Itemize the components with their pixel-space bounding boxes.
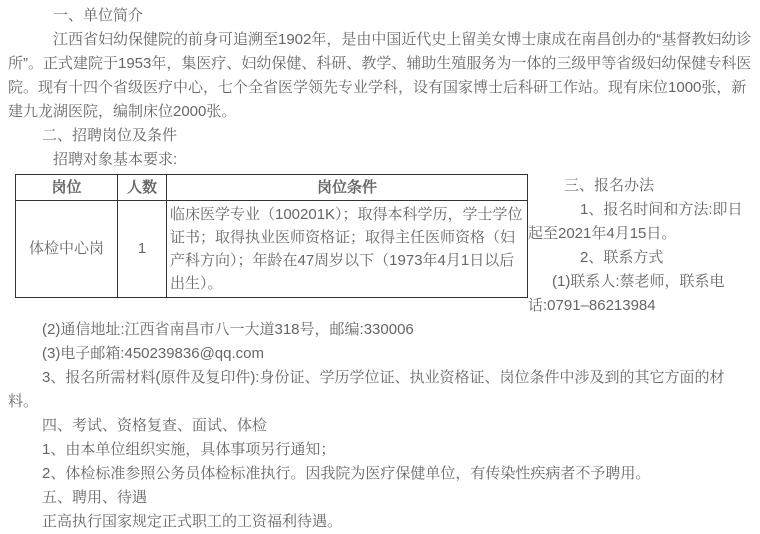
section-5-heading: 五、聘用、待遇 [42, 489, 148, 506]
contact-person-line-1: (1)联系人:蔡老师，联系电 [552, 273, 725, 290]
registration-time-line-1: 1、报名时间和方法:即日 [580, 201, 743, 218]
section-5-item-1: 正高执行国家规定正式职工的工资福利待遇。 [42, 513, 343, 530]
table-header-row [16, 175, 528, 201]
positions-table [15, 174, 528, 298]
contact-method-heading: 2、联系方式 [580, 249, 664, 266]
section-2-subheading: 招聘对象基本要求: [53, 151, 178, 168]
section-3-heading: 三、报名办法 [564, 177, 655, 194]
registration-time-line-2: 起至2021年4月15日。 [528, 225, 677, 242]
section-2-heading: 二、招聘岗位及条件 [42, 127, 178, 144]
table-row [16, 201, 528, 298]
positions-table-region [8, 174, 752, 318]
email-line: (3)电子邮箱:450239836@qq.com [42, 345, 264, 362]
column-header-post: 岗位 [16, 175, 118, 201]
registration-method-aside [528, 174, 760, 318]
cell-conditions: 临床医学专业（100201K）；取得本科学历，学士学位证书；取得执业医师资格证；取得主任医师资格（妇产科方向）；年龄在47周岁以下（1973年4月1日以后出生）。 [167, 201, 528, 298]
materials-line: 3、报名所需材料(原件及复印件):身份证、学历学位证、执业资格证、岗位条件中涉及到的其它方面的材料。 [8, 369, 725, 410]
section-1-paragraph: 江西省妇幼保健院的前身可追溯至1902年，是由中国近代史上留美女博士康成在南昌创办的“基督教妇幼诊所”。正式建院于1953年，集医疗、妇幼保健、科研、教学、辅助生殖服务为一体的三级甲等省级妇幼保健专科医院。现有十四个省级医疗中心，七个全省医学领先专业学科，设有国家博士后科研工作站。现有床位1000张，新建九龙湖医院，编制床位2000张。 [8, 31, 752, 120]
mailing-address-line: (2)通信地址:江西省南昌市八一大道318号，邮编:330006 [42, 321, 414, 338]
section-4-item-2: 2、体检标准参照公务员体检标准执行。因我院为医疗保健单位，有传染性疾病者不予聘用。 [42, 465, 651, 482]
cell-headcount: 1 [118, 201, 167, 298]
cell-post-name: 体检中心岗 [16, 201, 118, 298]
section-1-heading: 一、单位简介 [53, 7, 144, 24]
contact-phone-line-2: 话:0791–86213984 [528, 297, 656, 314]
column-header-conditions: 岗位条件 [167, 175, 528, 201]
section-4-heading: 四、考试、资格复查、面试、体检 [42, 417, 268, 434]
section-4-item-1: 1、由本单位组织实施，具体事项另行通知； [42, 441, 336, 458]
column-header-count: 人数 [118, 175, 167, 201]
